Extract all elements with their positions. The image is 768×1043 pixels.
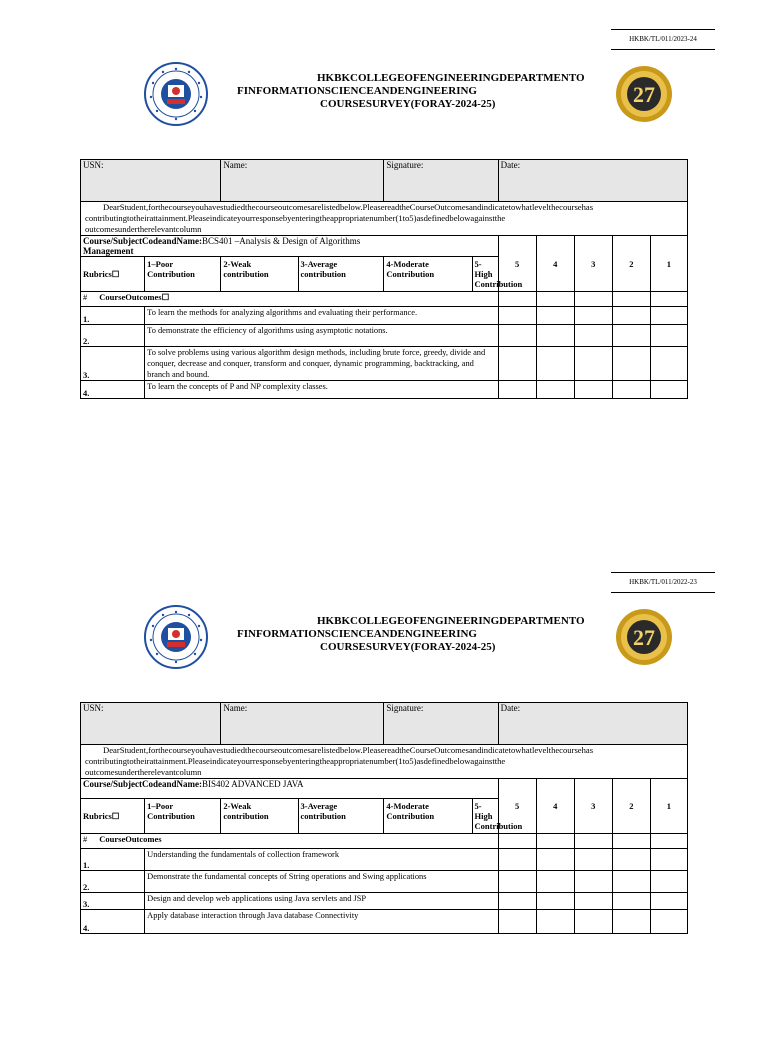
outcome-row xyxy=(81,893,688,910)
outcome-text: To solve problems using various algorithm design methods, including brute force, greedy, divide and conquer, decrease and conquer, transform and conquer, dynamic programming, backtracking, and branch and bound. xyxy=(145,347,498,381)
rating-cell[interactable] xyxy=(574,292,612,307)
rubric-4: 4-Moderate Contribution xyxy=(384,799,472,834)
header-line-2: FINFORMATIONSCIENCEANDENGINEERING xyxy=(237,628,477,640)
course-name-cell xyxy=(81,236,499,257)
rating-cell[interactable] xyxy=(650,893,687,910)
rating-col-5: 5 xyxy=(498,779,536,834)
usn-field[interactable] xyxy=(81,160,221,202)
outcome-number: 4. xyxy=(81,381,145,399)
outcome-number: 4. xyxy=(81,910,145,934)
rating-col-1: 1 xyxy=(650,236,687,292)
header-line-1: HKBKCOLLEGEOFENGINEERINGDEPARTMENTO xyxy=(317,72,585,84)
rating-cell[interactable] xyxy=(612,325,650,347)
usn-label: USN: xyxy=(83,703,104,713)
hash-label: # xyxy=(83,834,88,844)
course-name-cont: Management xyxy=(83,246,134,256)
rubrics-label: Rubrics☐ xyxy=(81,799,145,834)
rating-cell[interactable] xyxy=(612,381,650,399)
header-line-3: COURSESURVEY(FORAY-2024-25) xyxy=(320,98,496,110)
anniversary-27-logo xyxy=(614,64,674,124)
outcome-row xyxy=(81,381,688,399)
date-field[interactable] xyxy=(498,703,687,745)
rating-col-2: 2 xyxy=(612,779,650,834)
course-label: Course/SubjectCodeandName: xyxy=(83,779,202,789)
course-outcomes-label: CourseOutcomes xyxy=(99,834,162,844)
survey-page-2 xyxy=(0,543,768,1043)
rating-cell[interactable] xyxy=(498,292,536,307)
rating-cell[interactable] xyxy=(650,307,687,325)
course-survey-table xyxy=(80,159,688,399)
rating-cell[interactable] xyxy=(650,910,687,934)
rubric-4: 4-Moderate Contribution xyxy=(384,257,472,292)
usn-field[interactable] xyxy=(81,703,221,745)
rating-cell[interactable] xyxy=(536,292,574,307)
hash-label: # xyxy=(83,292,88,302)
rating-cell[interactable] xyxy=(574,347,612,381)
rating-cell[interactable] xyxy=(612,292,650,307)
rating-cell[interactable] xyxy=(574,871,612,893)
rating-col-2: 2 xyxy=(612,236,650,292)
rating-cell[interactable] xyxy=(612,307,650,325)
rubric-5: 5-High Contribution xyxy=(472,799,498,834)
outcome-text: To demonstrate the efficiency of algorithms using asymptotic notations. xyxy=(145,325,498,347)
signature-label: Signature: xyxy=(386,160,424,170)
rating-cell[interactable] xyxy=(498,834,536,849)
intro-line-2: contributingtotheirattainment.Pleaseindicateyourresponsebyenteringtheappropriatenumber(1to5)asdefinedbelowagainstthe xyxy=(85,756,506,766)
intro-text xyxy=(81,202,688,236)
rubric-1: 1–Poor Contribution xyxy=(145,799,221,834)
outcome-row xyxy=(81,849,688,871)
rating-cell[interactable] xyxy=(498,307,536,325)
outcome-text: To learn the concepts of P and NP complexity classes. xyxy=(145,381,498,399)
outcome-text: Apply database interaction through Java database Connectivity xyxy=(145,910,498,934)
rating-cell[interactable] xyxy=(536,381,574,399)
intro-line-3: outcomesundertherelevantcolumn xyxy=(85,767,202,777)
course-name-cell xyxy=(81,779,499,799)
rating-cell[interactable] xyxy=(498,910,536,934)
anniversary-27-logo xyxy=(614,607,674,667)
name-field[interactable] xyxy=(221,703,384,745)
outcome-row xyxy=(81,325,688,347)
rating-cell[interactable] xyxy=(536,347,574,381)
outcome-number: 1. xyxy=(81,307,145,325)
usn-label: USN: xyxy=(83,160,104,170)
rating-cell[interactable] xyxy=(612,834,650,849)
rating-cell[interactable] xyxy=(498,849,536,871)
rating-cell[interactable] xyxy=(574,325,612,347)
outcome-number: 2. xyxy=(81,871,145,893)
rating-cell[interactable] xyxy=(650,381,687,399)
rating-cell[interactable] xyxy=(574,910,612,934)
outcome-text: To learn the methods for analyzing algorithms and evaluating their performance. xyxy=(145,307,498,325)
header-line-1: HKBKCOLLEGEOFENGINEERINGDEPARTMENTO xyxy=(317,615,585,627)
signature-field[interactable] xyxy=(384,703,498,745)
rating-col-3: 3 xyxy=(574,779,612,834)
name-label: Name: xyxy=(223,703,248,713)
rating-cell[interactable] xyxy=(650,347,687,381)
rating-cell[interactable] xyxy=(498,381,536,399)
rubric-2: 2-Weak contribution xyxy=(221,799,298,834)
outcomes-header xyxy=(81,292,499,307)
rubric-2: 2-Weak contribution xyxy=(221,257,298,292)
logo-number-text: 27 xyxy=(633,625,655,650)
outcome-number: 3. xyxy=(81,893,145,910)
rating-cell[interactable] xyxy=(650,849,687,871)
outcome-row xyxy=(81,871,688,893)
outcome-row xyxy=(81,347,688,381)
intro-text xyxy=(81,745,688,779)
form-code: HKBK/TL/011/2023-24 xyxy=(611,29,715,50)
date-label: Date: xyxy=(500,703,521,713)
course-name: BCS401 –Analysis & Design of Algorithms xyxy=(202,236,361,246)
survey-page-1 xyxy=(0,0,768,500)
rating-cell[interactable] xyxy=(650,871,687,893)
outcomes-header xyxy=(81,834,499,849)
outcome-text: Demonstrate the fundamental concepts of String operations and Swing applications xyxy=(145,871,498,893)
rating-cell[interactable] xyxy=(612,849,650,871)
outcome-number: 1. xyxy=(81,849,145,871)
rating-cell[interactable] xyxy=(612,871,650,893)
rating-cell[interactable] xyxy=(536,871,574,893)
rating-cell[interactable] xyxy=(574,849,612,871)
rating-cell[interactable] xyxy=(536,834,574,849)
intro-line-3: outcomesundertherelevantcolumn xyxy=(85,224,202,234)
rating-cell[interactable] xyxy=(612,347,650,381)
rating-cell[interactable] xyxy=(650,834,687,849)
rating-cell[interactable] xyxy=(574,834,612,849)
rating-cell[interactable] xyxy=(612,893,650,910)
rating-col-4: 4 xyxy=(536,236,574,292)
rating-cell[interactable] xyxy=(574,381,612,399)
name-label: Name: xyxy=(223,160,248,170)
rating-cell[interactable] xyxy=(536,849,574,871)
course-outcomes-label: CourseOutcomes☐ xyxy=(99,292,170,302)
rating-cell[interactable] xyxy=(498,347,536,381)
logo-number-text: 27 xyxy=(633,82,655,107)
signature-field[interactable] xyxy=(384,160,498,202)
rating-cell[interactable] xyxy=(650,325,687,347)
rubric-3: 3-Average contribution xyxy=(298,257,384,292)
rating-col-4: 4 xyxy=(536,779,574,834)
course-label: Course/SubjectCodeandName: xyxy=(83,236,202,246)
rating-cell[interactable] xyxy=(612,910,650,934)
outcome-number: 2. xyxy=(81,325,145,347)
college-seal-logo xyxy=(143,61,209,127)
header-line-3: COURSESURVEY(FORAY-2024-25) xyxy=(320,641,496,653)
date-label: Date: xyxy=(500,160,521,170)
form-code: HKBK/TL/011/2022-23 xyxy=(611,572,715,593)
outcome-number: 3. xyxy=(81,347,145,381)
rating-cell[interactable] xyxy=(498,893,536,910)
rubric-5: 5-High Contribution xyxy=(472,257,498,292)
rating-cell[interactable] xyxy=(498,871,536,893)
rating-cell[interactable] xyxy=(498,325,536,347)
rating-cell[interactable] xyxy=(536,307,574,325)
rating-cell[interactable] xyxy=(536,910,574,934)
rating-col-1: 1 xyxy=(650,779,687,834)
header-line-2: FINFORMATIONSCIENCEANDENGINEERING xyxy=(237,85,477,97)
intro-line-1: DearStudent,forthecourseyouhavestudiedthecourseoutcomesarelistedbelow.PleasereadtheCourseOutcomesandindicatetowhatlevelthecoursehas xyxy=(103,745,594,755)
course-name: BIS402 ADVANCED JAVA xyxy=(202,779,304,789)
rating-cell[interactable] xyxy=(536,893,574,910)
intro-line-1: DearStudent,forthecourseyouhavestudiedthecourseoutcomesarelistedbelow.PleasereadtheCourseOutcomesandindicatetowhatlevelthecoursehas xyxy=(103,202,594,212)
outcome-row xyxy=(81,307,688,325)
rating-col-3: 3 xyxy=(574,236,612,292)
course-survey-table xyxy=(80,702,688,934)
outcome-text: Design and develop web applications using Java servlets and JSP xyxy=(145,893,498,910)
name-field[interactable] xyxy=(221,160,384,202)
rating-cell[interactable] xyxy=(574,307,612,325)
signature-label: Signature: xyxy=(386,703,424,713)
rubric-3: 3-Average contribution xyxy=(298,799,384,834)
outcome-text: Understanding the fundamentals of collection framework xyxy=(145,849,498,871)
rating-cell[interactable] xyxy=(536,325,574,347)
intro-line-2: contributingtotheirattainment.Pleaseindicateyourresponsebyenteringtheappropriatenumber(1to5)asdefinedbelowagainstthe xyxy=(85,213,506,223)
rubric-1: 1–Poor Contribution xyxy=(145,257,221,292)
rating-cell[interactable] xyxy=(574,893,612,910)
outcome-row xyxy=(81,910,688,934)
date-field[interactable] xyxy=(498,160,687,202)
rating-col-5: 5 xyxy=(498,236,536,292)
college-seal-logo xyxy=(143,604,209,670)
rubrics-label: Rubrics☐ xyxy=(81,257,145,292)
rating-cell[interactable] xyxy=(650,292,687,307)
